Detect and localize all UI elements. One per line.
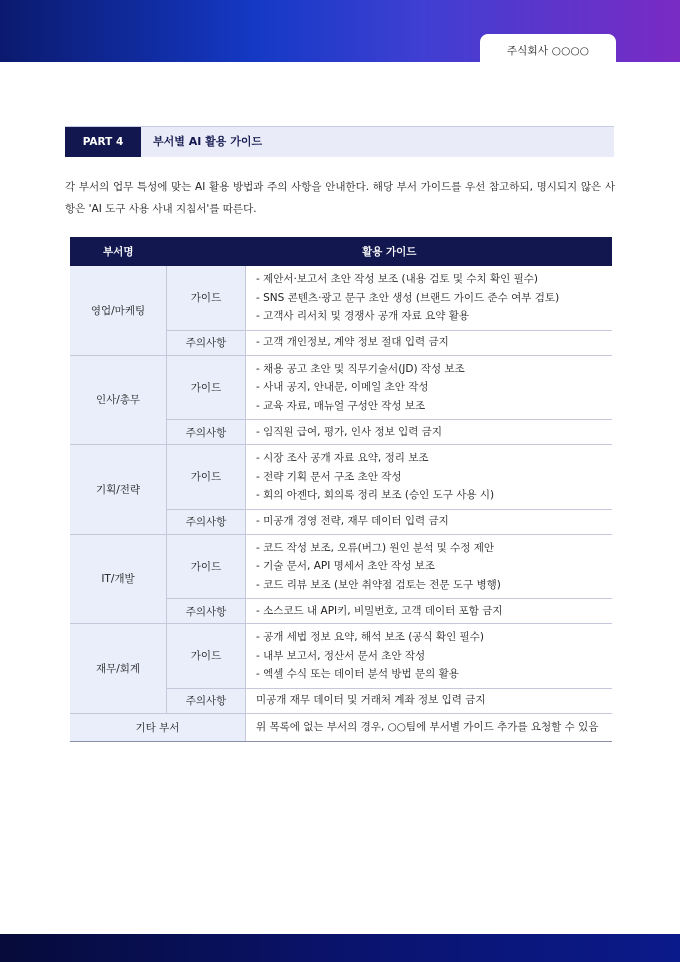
guide-label: 가이드 [167, 266, 246, 331]
guide-item: - 사내 공지, 안내문, 이메일 초안 작성 [256, 381, 429, 393]
guide-content [246, 534, 613, 599]
other-department-content: 위 목록에 없는 부서의 경우, ○○팀에 부서별 가이드 추가를 요청할 수 있음 [246, 713, 613, 741]
department-cell: 인사/총무 [70, 355, 167, 445]
guide-item: - 회의 아젠다, 회의록 정리 보조 (승인 도구 사용 시) [256, 489, 495, 501]
guide-item: - 기술 문서, API 명세서 초안 작성 보조 [256, 560, 435, 572]
table-row [70, 266, 612, 331]
guide-item: - 엑셀 수식 또는 데이터 분석 방법 문의 활용 [256, 668, 459, 680]
header-department: 부서명 [70, 237, 167, 266]
department-cell: 영업/마케팅 [70, 266, 167, 356]
caution-content: - 소스코드 내 API키, 비밀번호, 고객 데이터 포함 금지 [246, 599, 613, 624]
part-label: PART 4 [65, 127, 141, 157]
section-title: 부서별 AI 활용 가이드 [153, 135, 263, 148]
department-guide-table [70, 237, 612, 742]
intro-paragraph: 각 부서의 업무 특성에 맞는 AI 활용 방법과 주의 사항을 안내한다. 해당 부서 가이드를 우선 참고하되, 명시되지 않은 사항은 'AI 도구 사용 사내 지침서'를 따른다. [65, 181, 615, 215]
table-row [70, 534, 612, 599]
guide-content [246, 266, 613, 331]
guide-item: - SNS 콘텐츠·광고 문구 초안 생성 (브랜드 가이드 준수 여부 검토) [256, 291, 560, 304]
table-row [70, 624, 612, 689]
guide-label: 가이드 [167, 624, 246, 689]
caution-label: 주의사항 [167, 420, 246, 445]
guide-item: - 내부 보고서, 정산서 문서 초안 작성 [256, 649, 426, 662]
guide-item: - 교육 자료, 매뉴얼 구성안 작성 보조 [256, 399, 426, 412]
guide-label: 가이드 [167, 534, 246, 599]
section-header [65, 126, 614, 157]
guide-content [246, 355, 613, 420]
guide-item: - 고객사 리서치 및 경쟁사 공개 자료 요약 활용 [256, 310, 470, 322]
guide-item: - 시장 조사 공개 자료 요약, 정리 보조 [256, 452, 429, 464]
guide-item: - 코드 작성 보조, 오류(버그) 원인 분석 및 수정 제안 [256, 541, 495, 554]
table-header-row [70, 237, 612, 266]
guide-item: - 채용 공고 초안 및 직무기술서(JD) 작성 보조 [256, 362, 465, 375]
caution-label: 주의사항 [167, 688, 246, 713]
caution-content: 미공개 재무 데이터 및 거래처 계좌 정보 입력 금지 [246, 688, 613, 713]
caution-content: - 미공개 경영 전략, 재무 데이터 입력 금지 [246, 509, 613, 534]
guide-item: - 공개 세법 정보 요약, 해석 보조 (공식 확인 필수) [256, 631, 484, 643]
table-row [70, 355, 612, 420]
caution-label: 주의사항 [167, 330, 246, 355]
table-row [70, 445, 612, 510]
table-row-other [70, 713, 612, 741]
guide-item: - 전략 기획 문서 구조 초안 작성 [256, 470, 402, 483]
other-department-cell: 기타 부서 [70, 713, 246, 741]
guide-label: 가이드 [167, 445, 246, 510]
company-name: 주식회사 ○○○○ [480, 34, 616, 68]
caution-label: 주의사항 [167, 509, 246, 534]
guide-item: - 코드 리뷰 보조 (보안 취약점 검토는 전문 도구 병행) [256, 578, 501, 591]
guide-item: - 제안서·보고서 초안 작성 보조 (내용 검토 및 수치 확인 필수) [256, 273, 538, 285]
department-cell: 재무/회계 [70, 624, 167, 714]
department-cell: 기획/전략 [70, 445, 167, 535]
guide-content [246, 445, 613, 510]
bottom-bar [0, 934, 680, 962]
guide-content [246, 624, 613, 689]
header-guide: 활용 가이드 [167, 237, 613, 266]
department-cell: IT/개발 [70, 534, 167, 624]
caution-label: 주의사항 [167, 599, 246, 624]
caution-content: - 임직원 급여, 평가, 인사 정보 입력 금지 [246, 420, 613, 445]
guide-label: 가이드 [167, 355, 246, 420]
caution-content: - 고객 개인정보, 계약 정보 절대 입력 금지 [246, 330, 613, 355]
